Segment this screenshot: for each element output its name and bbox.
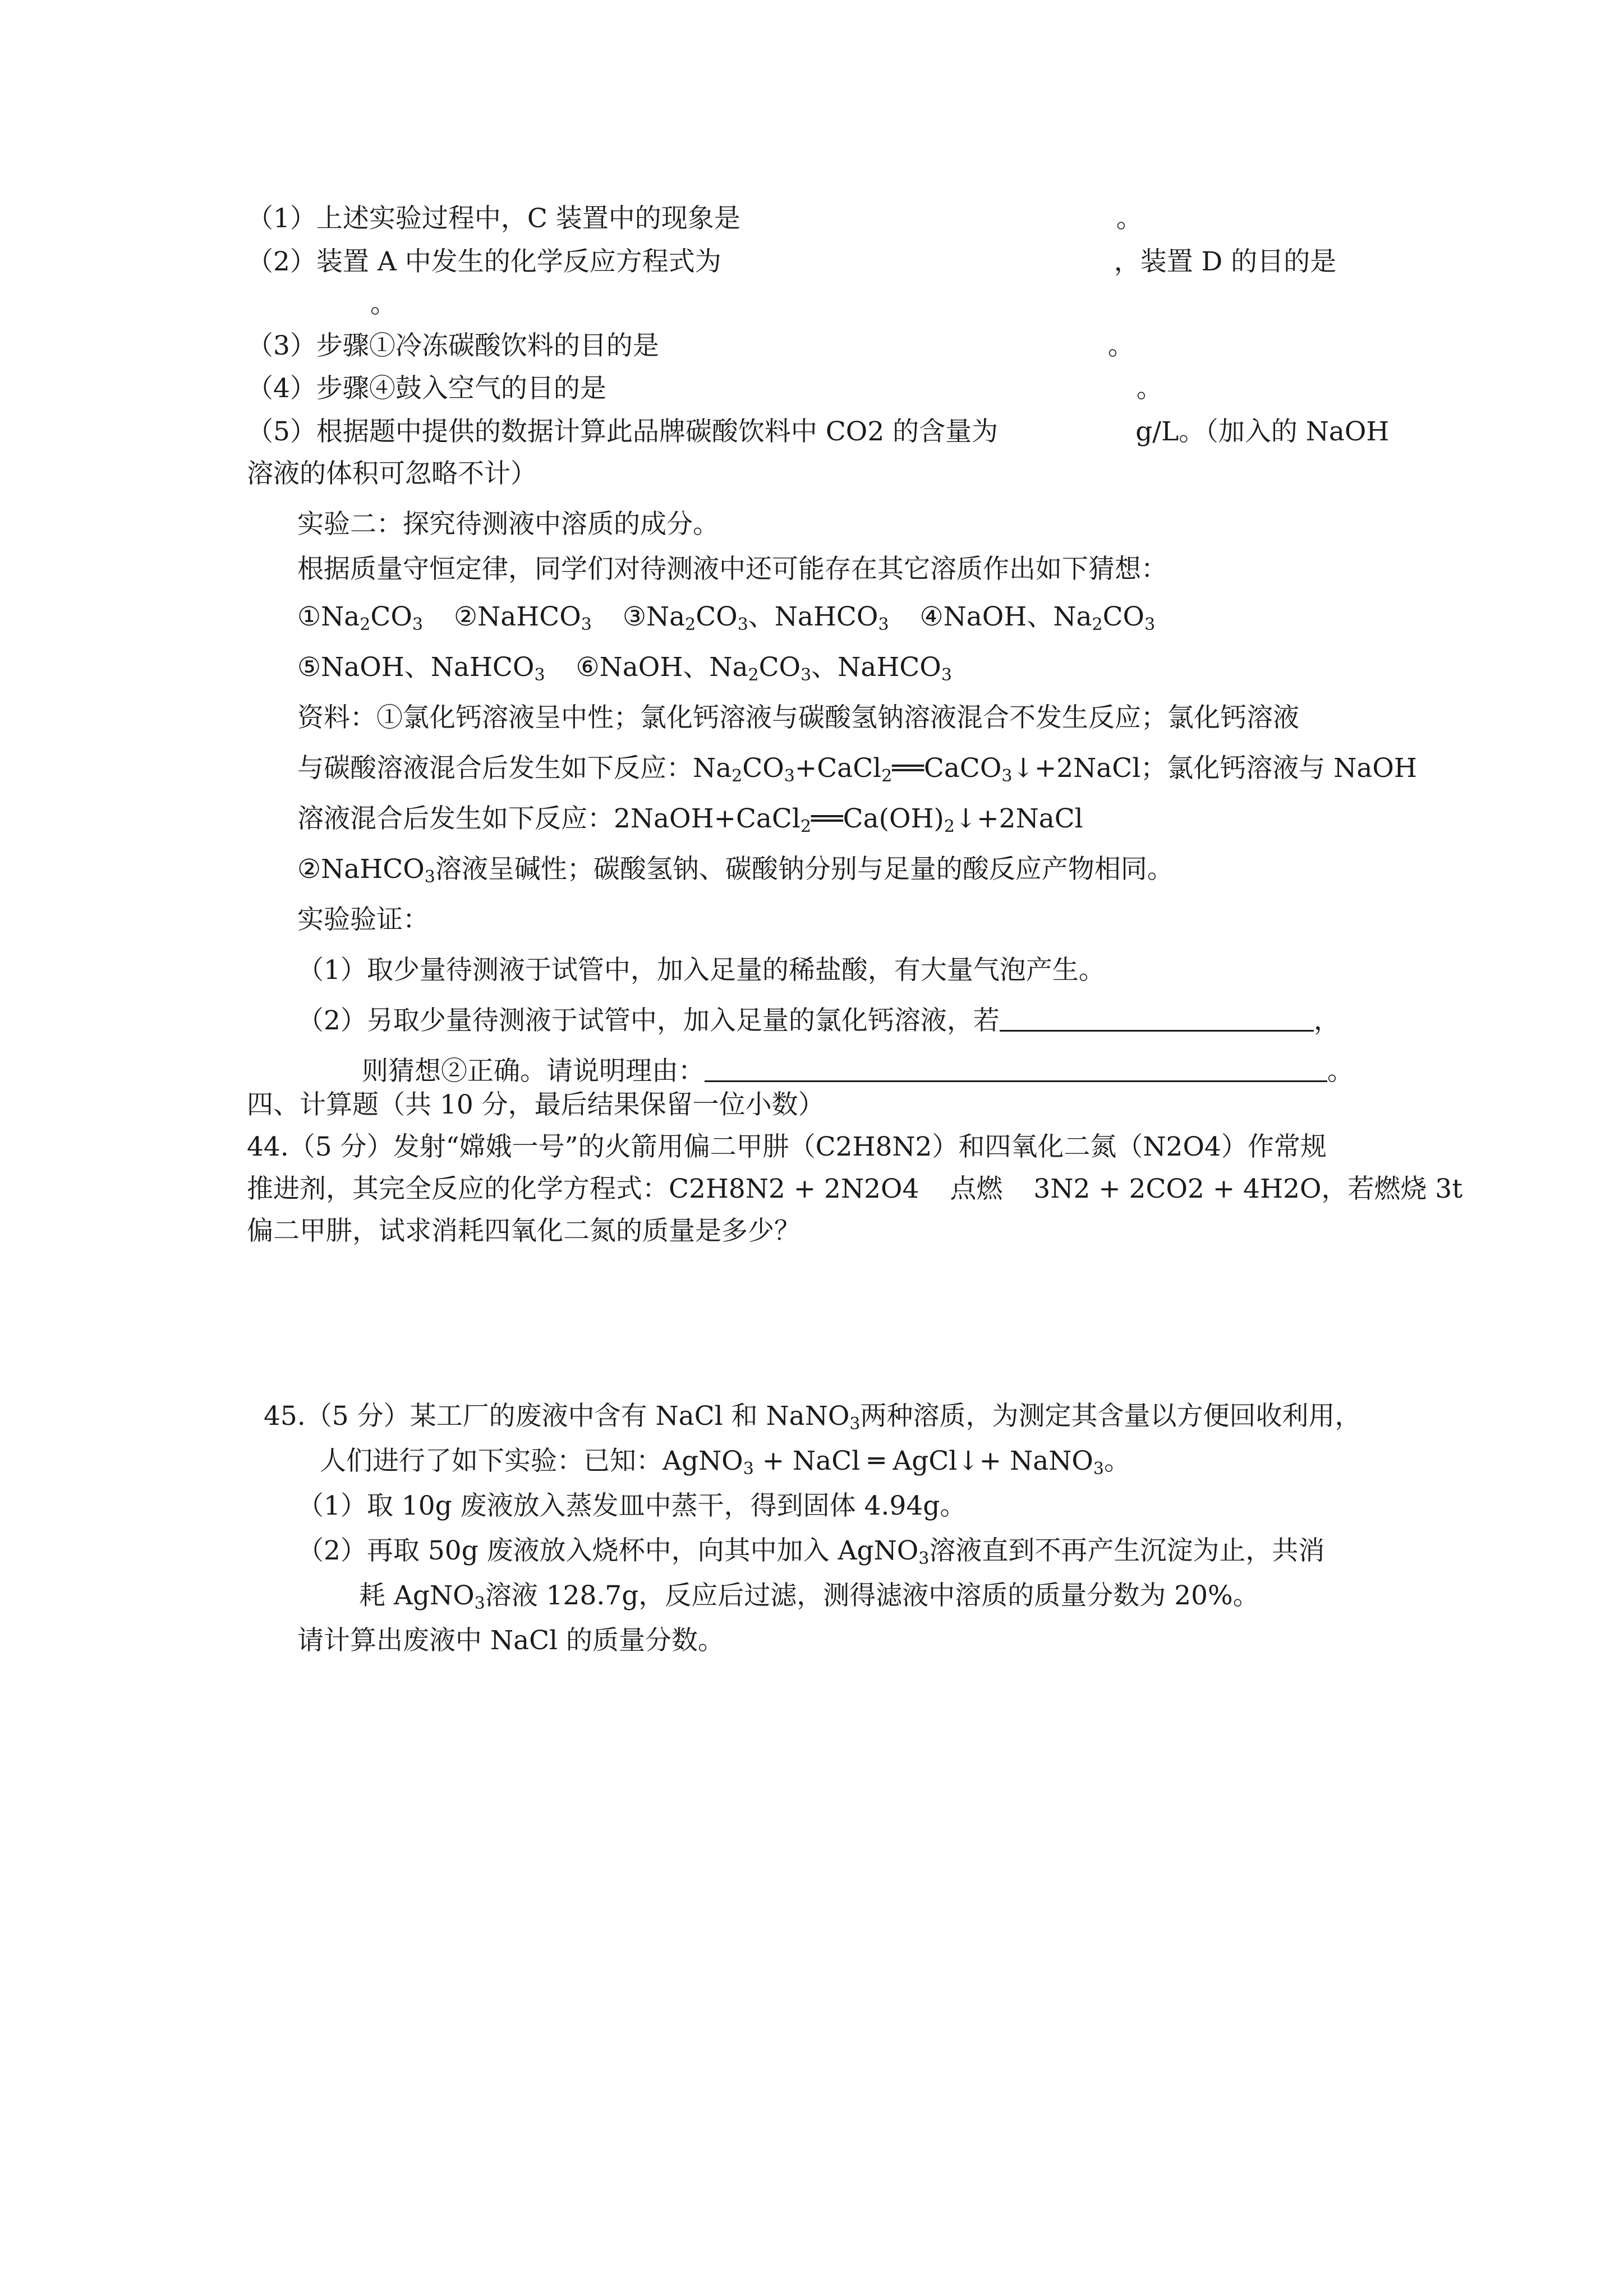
q4-end: 。 — [1136, 373, 1163, 404]
info-line-3: 溶液混合后发生如下反应：$2NaOH+CaCl_2══Ca(OH)_2↓+2NaCl$ — [297, 803, 1083, 836]
q45-line-4: （2）再取 50g 废液放入烧杯中，向其中加入 AgNO$_3$溶液直到不再产生沉淀为止，共消 — [297, 1535, 1325, 1568]
answer-blank-1[interactable] — [1000, 1005, 1314, 1032]
question-2-end: 。 — [370, 288, 397, 319]
q45-line-1: 45.（5 分）某工厂的废液中含有 NaCl 和 NaNO$_3$两种溶质，为测定其含量以方便回收利用， — [264, 1401, 1361, 1434]
q5-tail: g/L。（加入的 NaOH — [1135, 416, 1390, 447]
q5-text: （5）根据题中提供的数据计算此品牌碳酸饮料中 CO2 的含量为 — [247, 416, 999, 447]
info-line-1: 资料：①氯化钙溶液呈中性；氯化钙溶液与碳酸氢钠溶液混合不发生反应；氯化钙溶液 — [297, 702, 1299, 733]
q2-mid: ，装置 D 的目的是 — [1114, 246, 1337, 277]
q45-line-3: （1）取 10g 废液放入蒸发皿中蒸干，得到固体 4.94g。 — [297, 1490, 967, 1521]
exp2-title: 实验二：探究待测液中溶质的成分。 — [297, 509, 719, 540]
q45-line-6: 请计算出废液中 NaCl 的质量分数。 — [297, 1625, 725, 1656]
q1-text: （1）上述实验过程中，C 装置中的现象是 — [247, 203, 740, 234]
question-5 — [247, 415, 1389, 449]
info-line-4: ②NaHCO$_3$溶液呈碱性；碳酸氢钠、碳酸钠分别与足量的酸反应产物相同。 — [297, 854, 1174, 887]
question-2 — [247, 245, 1336, 279]
q45-line-5: 耗 AgNO$_3$溶液 128.7g，反应后过滤，测得滤液中溶质的质量分数为 20%。 — [359, 1580, 1259, 1613]
verify-step-2-cont: 则猜想②正确。请说明理由： 。 — [362, 1056, 1354, 1087]
q2-text: （2）装置 A 中发生的化学反应方程式为 — [247, 246, 721, 277]
question-5-cont: 溶液的体积可忽略不计） — [247, 458, 537, 489]
q44-line-2: 推进剂，其完全反应的化学方程式：C2H8N2 + 2N2O4 点燃 3N2 + 2CO2 + 4H2O，若燃烧 3t — [247, 1174, 1463, 1204]
q4-text: （4）步骤④鼓入空气的目的是 — [247, 373, 606, 404]
verify-step-1: （1）取少量待测液于试管中，加入足量的稀盐酸，有大量气泡产生。 — [297, 955, 1105, 986]
verify-step-2: （2）另取少量待测液于试管中，加入足量的氯化钙溶液，若 ， — [297, 1005, 1340, 1036]
answer-blank-2[interactable] — [705, 1056, 1327, 1082]
info-line-2: 与碳酸溶液混合后发生如下反应：$Na_2CO_3+CaCl_2══CaCO_3↓+2NaCl$；氯化钙溶液与 NaOH — [297, 753, 1417, 786]
q45-line-2: 人们进行了如下实验：已知：AgNO$_3$ + NaCl ═ AgCl↓+ NaNO$_3$。 — [320, 1446, 1130, 1479]
question-1 — [247, 202, 1143, 236]
verify-heading: 实验验证： — [297, 904, 429, 935]
question-3 — [247, 329, 1134, 363]
part4-heading: 四、计算题（共 10 分，最后结果保留一位小数） — [247, 1089, 825, 1120]
question-4 — [247, 372, 1163, 406]
q44-line-1: 44.（5 分）发射“嫦娥一号”的火箭用偏二甲肼（C2H8N2）和四氧化二氮（N2O4）作常规 — [247, 1131, 1327, 1162]
q3-text: （3）步骤①冷冻碳酸饮料的目的是 — [247, 330, 659, 361]
q1-end: 。 — [1116, 203, 1143, 234]
guesses-line-1: $①Na_2CO_3$ ②NaHCO$_3$ $③Na_2CO_3$、NaHCO$_3$ ④NaOH、$Na_2CO_3$ — [297, 601, 1156, 634]
ignite-condition: 点燃 — [950, 1174, 1003, 1204]
q3-end: 。 — [1107, 330, 1134, 361]
q44-line-3: 偏二甲肼，试求消耗四氧化二氮的质量是多少？ — [247, 1216, 801, 1246]
guesses-line-2: ⑤NaOH、NaHCO$_3$ ⑥NaOH、$Na_2CO_3$、NaHCO$_3$ — [297, 652, 952, 685]
exp2-intro: 根据质量守恒定律，同学们对待测液中还可能存在其它溶质作出如下猜想： — [297, 554, 1167, 585]
